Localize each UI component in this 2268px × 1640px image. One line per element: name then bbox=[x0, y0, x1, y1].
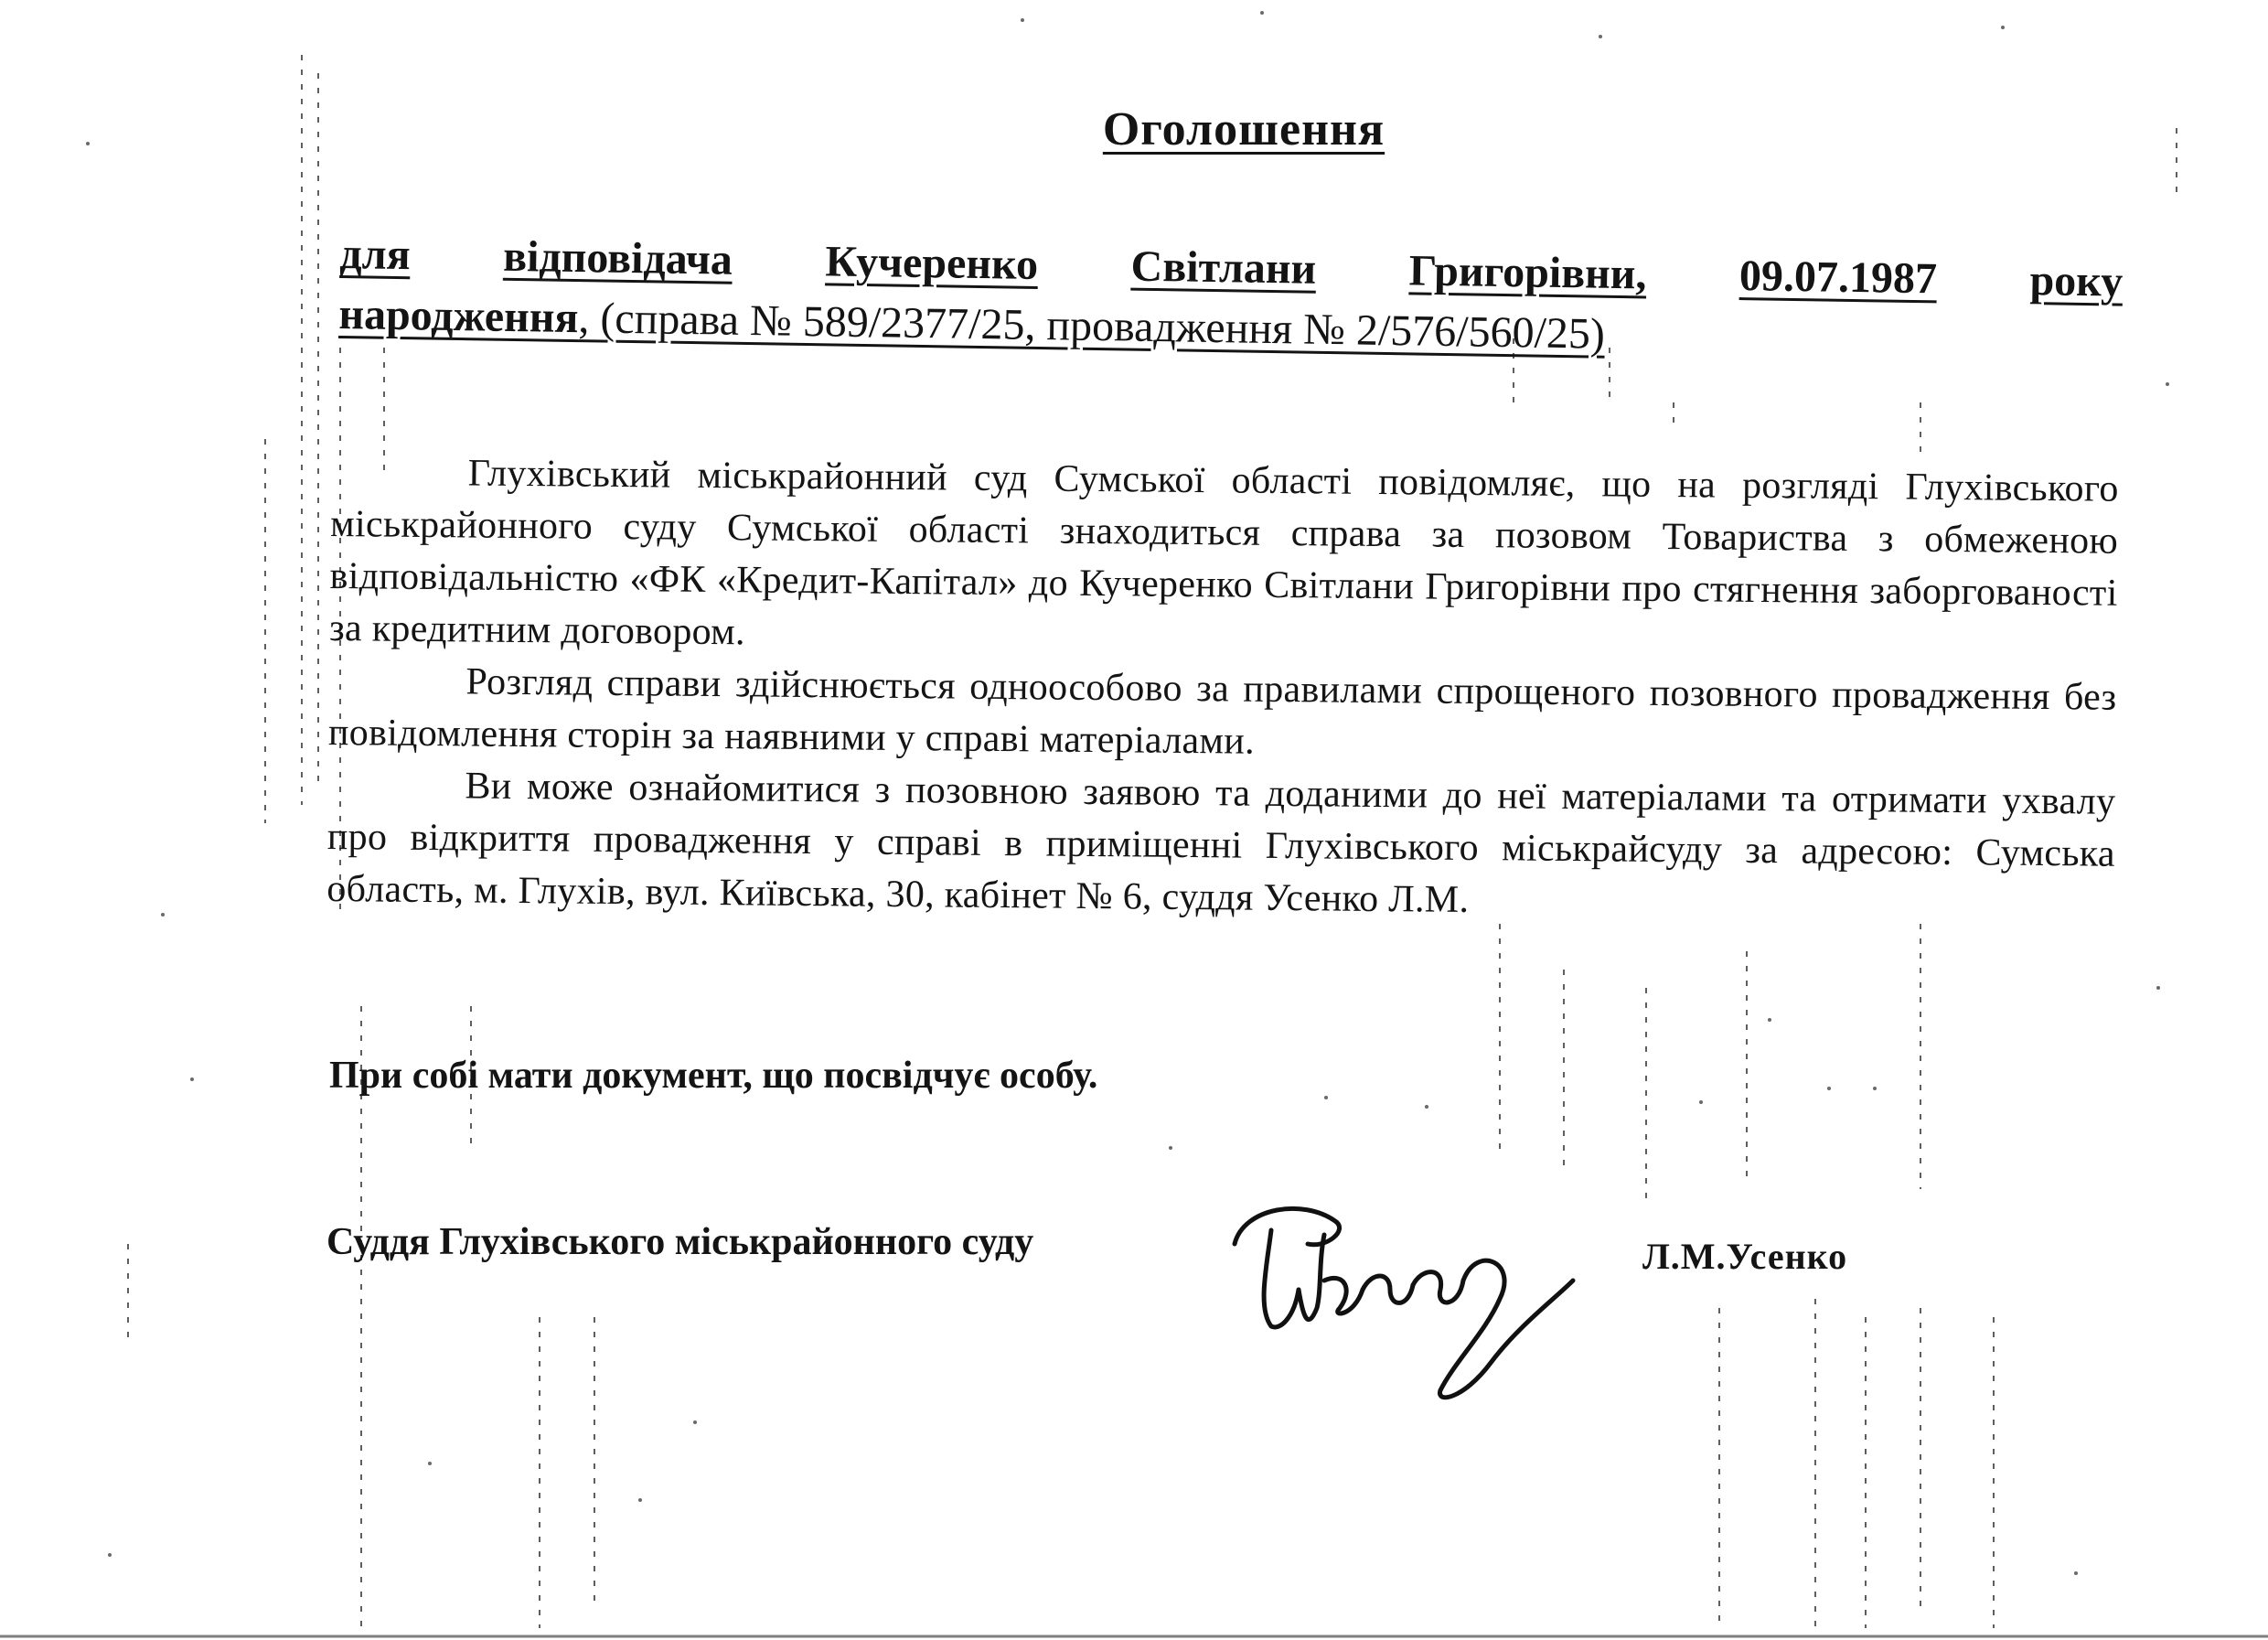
handwritten-signature bbox=[1216, 1180, 1600, 1418]
subject-word: для bbox=[339, 229, 412, 280]
subject-birth-word: народження bbox=[338, 289, 579, 343]
id-document-note: При собі мати документ, що посвідчує особу. bbox=[329, 1055, 1098, 1097]
subject-word: року bbox=[2029, 256, 2124, 306]
signer-title: Суддя Глухівського міськрайонного суду bbox=[326, 1221, 1034, 1263]
body-text bbox=[326, 446, 2119, 933]
paragraph-notice: Глухівський міськрайонний суд Сумської області повідомляє, що на розгляді Глухівського міськрайонного суду Сумської області знаходиться справа за позовом Товариства з обмеженою відповідальністю «ФК «Кредит-Капітал» до Кучеренко Світлани Григорівни про стягнення заборгованості за кредитним договором. bbox=[328, 452, 2119, 654]
subject-word: Григорівни, bbox=[1408, 246, 1647, 299]
paragraph-procedure: Розгляд справи здійснюється одноособово за правилами спрощеного позовного провадження без повідомлення сторін за наявними у справі матеріалами. bbox=[327, 660, 2117, 763]
subject-word: Кучеренко bbox=[825, 237, 1039, 289]
subject-word: Світлани bbox=[1130, 241, 1317, 294]
signer-name: Л.М.Усенко bbox=[1642, 1236, 1848, 1277]
subject-word: 09.07.1987 bbox=[1738, 252, 1938, 304]
paragraph-address: Ви може ознайомитися з позовною заявою та доданими до неї матеріалами та отримати ухвалу про відкриття провадження у справі в приміщенні Глухівського міськрайсуду за адресою: Сумська область, м. Глухів, вул. Київська, 30, кабінет № 6, суддя Усенко Л.М. bbox=[326, 765, 2116, 921]
case-number: , (справа № 589/2377/25, провадження № 2/576/560/25) bbox=[578, 294, 1606, 359]
subject-word: відповідача bbox=[502, 231, 733, 284]
document-title: Оголошення bbox=[1102, 103, 1385, 155]
